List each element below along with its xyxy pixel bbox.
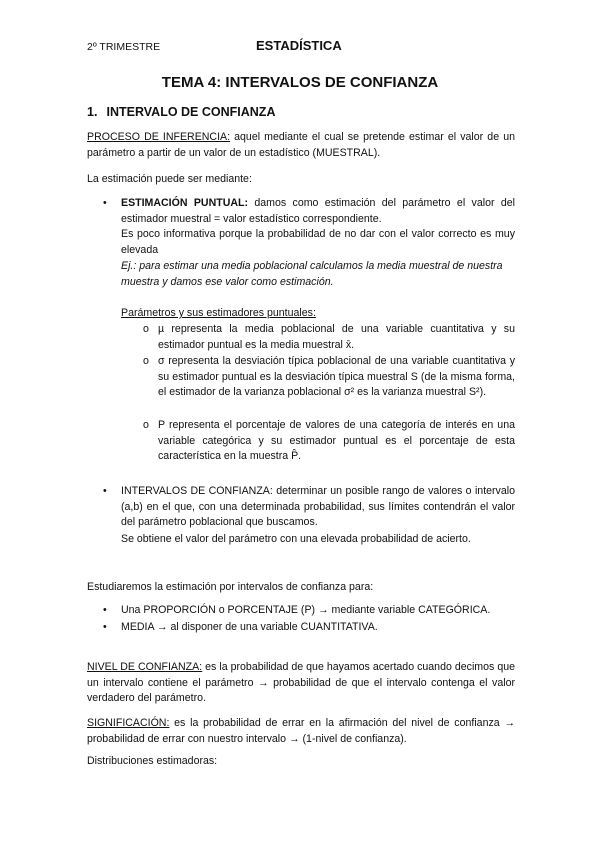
param-item-proportion: P representa el porcentaje de valores de una categoría de interés en una variable categórica y su estimador puntual es el porcentaje de esta característica en la muestra P̂. — [158, 419, 515, 462]
estimation-intro: La estimación puede ser mediante: — [87, 173, 252, 185]
inference-label: PROCESO DE INFERENCIA: — [87, 131, 231, 143]
point-text: damos como estimación del parámetro el valor del estimador muestral = valor estadístico correspondiente. — [121, 197, 515, 225]
intervals-note: Se obtiene el valor del parámetro con una elevada probabilidad de acierto. — [121, 533, 471, 545]
section-title: INTERVALO DE CONFIANZA — [106, 105, 276, 119]
param-bullet-sd: o — [143, 355, 149, 367]
intervals-text: INTERVALOS DE CONFIANZA: determinar un posible rango de valores o intervalo (a,b) en el que, con una determinada probabilidad, sus límites contendrán el valor del parámetro poblacional que buscamos. — [121, 485, 515, 528]
point-note: Es poco informativa porque la probabilidad de no dar con el valor correcto es muy elevada — [121, 228, 515, 256]
section-number: 1. — [87, 105, 98, 119]
point-label: ESTIMACIÓN PUNTUAL: — [121, 197, 249, 209]
point-example: Ej.: para estimar una media poblacional calculamos la media muestral de nuestra muestra y damos ese valor como estimación. — [121, 260, 503, 288]
bullet-point-estimation: • — [103, 197, 107, 209]
section-heading — [87, 105, 275, 121]
inference-text: aquel mediante el cual se pretende estimar el valor de un parámetro a partir de un valor de un estadístico (MUESTRAL). — [87, 131, 515, 159]
param-item-mean: µ representa la media poblacional de una variable cuantitativa y su estimador puntual es la media muestral x̄. — [158, 323, 515, 351]
param-item-sd: σ representa la desviación típica poblacional de una variable cuantitativa y su estimador puntual es la desviación típica muestral S (de la misma forma, el estimador de la varianza poblacional σ² es la varianza muestral S²). — [158, 355, 515, 398]
confidence-text: es la probabilidad de que hayamos acertado cuando decimos que un intervalo contiene el parámetro → probabilidad de que el intervalo contenga el valor verdadero del parámetro. — [87, 661, 516, 704]
bullet-intervals: • — [103, 485, 107, 497]
inference-paragraph — [87, 130, 515, 161]
confidence-paragraph — [87, 660, 515, 707]
distributions-heading: Distribuciones estimadoras: — [87, 755, 218, 767]
header-subject: ESTADÍSTICA — [256, 38, 342, 53]
params-heading: Parámetros y sus estimadores puntuales: — [121, 307, 316, 319]
bullet-study-mean: • — [103, 621, 107, 633]
study-item-mean: MEDIA → al disponer de una variable CUANTITATIVA. — [121, 621, 378, 633]
significance-label: SIGNIFICACIÓN: — [87, 717, 170, 729]
confidence-label: NIVEL DE CONFIANZA: — [87, 661, 203, 673]
significance-paragraph — [87, 716, 515, 747]
study-intro: Estudiaremos la estimación por intervalos de confianza para: — [87, 581, 374, 593]
param-bullet-mean: o — [143, 323, 149, 335]
page-title: TEMA 4: INTERVALOS DE CONFIANZA — [161, 74, 439, 91]
study-item-proportion: Una PROPORCIÓN o PORCENTAJE (P) → mediante variable CATEGÓRICA. — [121, 604, 491, 616]
bullet-study-proportion: • — [103, 604, 107, 616]
significance-text: es la probabilidad de errar en la afirmación del nivel de confianza → probabilidad de errar con nuestro intervalo → (1-nivel de confianza). — [87, 717, 515, 745]
header-term: 2º TRIMESTRE — [87, 41, 161, 53]
param-bullet-proportion: o — [143, 419, 149, 431]
point-estimation-paragraph — [121, 196, 515, 227]
